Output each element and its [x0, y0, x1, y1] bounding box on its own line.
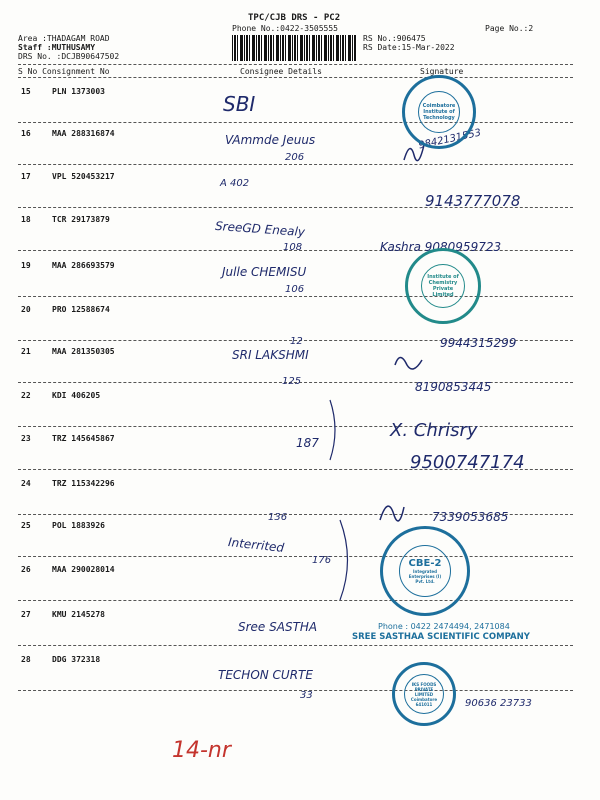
handwritten-r17-phone: 9143777078	[425, 192, 521, 210]
handwritten-r20-no: 12	[290, 336, 303, 347]
row-number: 27	[21, 610, 31, 619]
row-number: 24	[21, 479, 31, 488]
handwritten-r28-no: 33	[300, 690, 313, 701]
handwritten-r16-phone: 9842131553	[417, 127, 483, 152]
stamp-coimbatore-institute	[402, 75, 476, 149]
handwritten-r16-name: VAmmde Jeuus	[225, 133, 316, 147]
row-number: 22	[21, 391, 31, 400]
handwritten-r16-no: 206	[285, 152, 305, 163]
bracket-r23	[330, 400, 335, 460]
bracket-r25	[340, 520, 348, 600]
handwritten-r19-name: Julle CHEMISU	[222, 265, 307, 279]
row-number: 18	[21, 215, 31, 224]
column-header-signature: Signature	[420, 67, 464, 76]
row-number: 16	[21, 129, 31, 138]
handwritten-r25-name: Interrited	[227, 535, 285, 555]
consignment-number: MAA 281350305	[52, 347, 115, 356]
column-header-sno: S No Consignment No	[18, 67, 110, 76]
signature-r21	[395, 358, 422, 370]
signature-r24	[380, 506, 404, 521]
row-number: 21	[21, 347, 31, 356]
row-number: 28	[21, 655, 31, 664]
row-number: 26	[21, 565, 31, 574]
report-title: TPC/CJB DRS - PC2	[248, 13, 341, 23]
rs-date: RS Date:15-Mar-2022	[363, 43, 455, 52]
consignment-number: DDG 372318	[52, 655, 101, 664]
handwritten-r28-code: 90636 23733	[465, 698, 532, 709]
handwritten-r19-no: 106	[285, 284, 305, 295]
handwritten-r25-no: 176	[312, 555, 332, 566]
row-number: 25	[21, 521, 31, 530]
row-number: 17	[21, 172, 31, 181]
page-number: Page No.:2	[485, 24, 534, 33]
stamp-sastha-phone: Phone : 0422 2474494, 2471084	[378, 622, 510, 631]
consignment-number: TRZ 115342296	[52, 479, 115, 488]
consignment-number: TCR 29173879	[52, 215, 110, 224]
handwritten-r27-name: Sree SASTHA	[238, 620, 318, 634]
row-number: 15	[21, 87, 31, 96]
header-phone: Phone No.:0422-3505555	[232, 24, 338, 33]
consignment-number: PLN 1373003	[52, 87, 105, 96]
rs-number: RS No.:906475	[363, 34, 426, 43]
consignment-number: KMU 2145278	[52, 610, 105, 619]
consignment-number: POL 1883926	[52, 521, 105, 530]
stamp-3-ring: Integrated Enterprises (I) Pvt. Ltd.	[408, 569, 442, 584]
consignment-number: MAA 290028014	[52, 565, 115, 574]
handwritten-r18-signature: Kashra 9080959723	[380, 240, 502, 254]
handwritten-r24-no: 136	[268, 512, 288, 523]
handwritten-r24-phone: 7339053685	[432, 510, 509, 524]
staff-label: Staff :MUTHUSAMY	[18, 43, 96, 52]
stamp-5-center: Coimbatore 641011	[410, 696, 438, 707]
handwritten-r23-phone: 9500747174	[410, 452, 525, 473]
stamp-5-ring: IKS FOODS PRIVATE LIMITED	[411, 681, 437, 697]
drs-number: DRS No. :DCJB90647502	[18, 52, 120, 61]
row-number: 19	[21, 261, 31, 270]
handwritten-r15: SBI	[223, 92, 256, 116]
row-number: 20	[21, 305, 31, 314]
handwritten-r21-no: 125	[282, 376, 302, 387]
stamp-1-text: Coimbatore Institute of Technology	[418, 91, 460, 133]
handwritten-r17-name: A 402	[220, 178, 250, 189]
handwritten-r21-name: SRI LAKSHMI	[232, 348, 309, 362]
consignment-number: VPL 520453217	[52, 172, 115, 181]
area-label: Area :THADAGAM ROAD	[18, 34, 110, 43]
consignment-number: MAA 286693579	[52, 261, 115, 270]
handwritten-r28-name: TECHON CURTE	[218, 668, 313, 682]
handwritten-r23-signature: X. Chrisry	[390, 420, 478, 441]
handwritten-footer-note: 14-nr	[172, 738, 231, 763]
stamp-sastha-name: SREE SASTHAA SCIENTIFIC COMPANY	[352, 632, 530, 642]
handwritten-r18-no: 108	[283, 242, 303, 253]
handwritten-r20-phone: 9944315299	[440, 336, 517, 350]
stamp-iks-foods	[392, 662, 456, 726]
stamp-institute-chemistry	[405, 248, 481, 324]
handwritten-r18-name: SreeGD Enealy	[214, 218, 306, 240]
consignment-number: PRO 12588674	[52, 305, 110, 314]
row-number: 23	[21, 434, 31, 443]
consignment-number: TRZ 145645867	[52, 434, 115, 443]
stamp-2-text: Institute of Chemistry Private Limited	[421, 264, 465, 308]
handwritten-r23-no: 187	[296, 436, 319, 450]
stamp-3-center: CBE-2	[408, 558, 442, 569]
handwritten-r21-phone: 8190853445	[415, 380, 492, 394]
consignment-number: MAA 288316874	[52, 129, 115, 138]
stamp-integrated-enterprises	[380, 526, 470, 616]
column-header-consignee: Consignee Details	[240, 67, 322, 76]
consignment-number: KDI 406205	[52, 391, 101, 400]
signature-r16	[404, 145, 424, 161]
